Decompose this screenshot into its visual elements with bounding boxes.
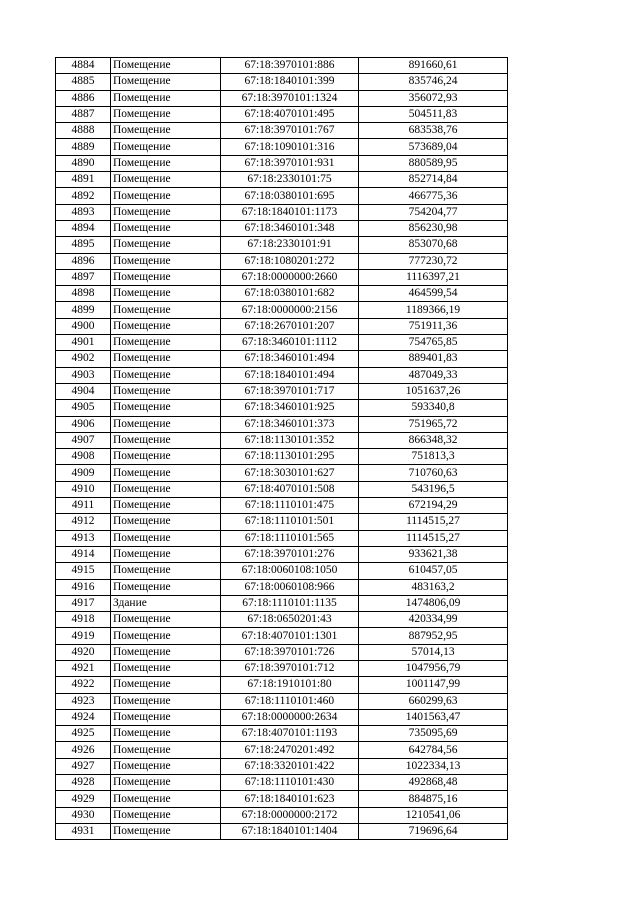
object-type-cell: Помещение xyxy=(111,269,221,285)
cadastral-value-cell: 1047956,79 xyxy=(359,660,508,676)
table-row xyxy=(56,726,508,742)
object-type-cell: Помещение xyxy=(111,628,221,644)
row-number-cell: 4908 xyxy=(56,449,111,465)
object-type-cell: Помещение xyxy=(111,237,221,253)
object-type-cell: Помещение xyxy=(111,253,221,269)
cadastral-value-cell: 1001147,99 xyxy=(359,677,508,693)
table-row xyxy=(56,644,508,660)
cadastral-number-cell: 67:18:1080201:272 xyxy=(221,253,359,269)
row-number-cell: 4886 xyxy=(56,90,111,106)
cadastral-number-cell: 67:18:1110101:475 xyxy=(221,498,359,514)
row-number-cell: 4909 xyxy=(56,465,111,481)
row-number-cell: 4921 xyxy=(56,660,111,676)
table-row xyxy=(56,367,508,383)
cadastral-number-cell: 67:18:0000000:2172 xyxy=(221,807,359,823)
table-row xyxy=(56,660,508,676)
cadastral-number-cell: 67:18:2470201:492 xyxy=(221,742,359,758)
object-type-cell: Помещение xyxy=(111,74,221,90)
cadastral-value-cell: 420334,99 xyxy=(359,612,508,628)
object-type-cell: Помещение xyxy=(111,758,221,774)
row-number-cell: 4889 xyxy=(56,139,111,155)
cadastral-value-cell: 1474806,09 xyxy=(359,595,508,611)
cadastral-value-cell: 1116397,21 xyxy=(359,269,508,285)
cadastral-number-cell: 67:18:1110101:501 xyxy=(221,514,359,530)
cadastral-value-cell: 751965,72 xyxy=(359,416,508,432)
table-row xyxy=(56,204,508,220)
row-number-cell: 4930 xyxy=(56,807,111,823)
table-row xyxy=(56,742,508,758)
cadastral-number-cell: 67:18:3970101:767 xyxy=(221,123,359,139)
cadastral-value-cell: 933621,38 xyxy=(359,546,508,562)
table-row xyxy=(56,172,508,188)
object-type-cell: Помещение xyxy=(111,791,221,807)
object-type-cell: Помещение xyxy=(111,106,221,122)
table-row xyxy=(56,612,508,628)
cadastral-number-cell: 67:18:1110101:430 xyxy=(221,775,359,791)
table-row xyxy=(56,546,508,562)
object-type-cell: Помещение xyxy=(111,481,221,497)
cadastral-number-cell: 67:18:3970101:726 xyxy=(221,644,359,660)
object-type-cell: Помещение xyxy=(111,449,221,465)
table-row xyxy=(56,432,508,448)
cadastral-number-cell: 67:18:4070101:495 xyxy=(221,106,359,122)
object-type-cell: Помещение xyxy=(111,498,221,514)
cadastral-number-cell: 67:18:1840101:1404 xyxy=(221,823,359,839)
cadastral-value-cell: 1114515,27 xyxy=(359,530,508,546)
table-row xyxy=(56,155,508,171)
object-type-cell: Помещение xyxy=(111,644,221,660)
table-row xyxy=(56,416,508,432)
cadastral-number-cell: 67:18:3460101:373 xyxy=(221,416,359,432)
row-number-cell: 4902 xyxy=(56,351,111,367)
object-type-cell: Помещение xyxy=(111,90,221,106)
table-row xyxy=(56,286,508,302)
cadastral-value-cell: 891660,61 xyxy=(359,58,508,74)
cadastral-number-cell: 67:18:1840101:1173 xyxy=(221,204,359,220)
cadastral-number-cell: 67:18:3970101:712 xyxy=(221,660,359,676)
row-number-cell: 4922 xyxy=(56,677,111,693)
cadastral-value-cell: 1114515,27 xyxy=(359,514,508,530)
object-type-cell: Помещение xyxy=(111,612,221,628)
row-number-cell: 4920 xyxy=(56,644,111,660)
object-type-cell: Помещение xyxy=(111,351,221,367)
row-number-cell: 4928 xyxy=(56,775,111,791)
row-number-cell: 4890 xyxy=(56,155,111,171)
cadastral-value-cell: 866348,32 xyxy=(359,432,508,448)
cadastral-number-cell: 67:18:1110101:460 xyxy=(221,693,359,709)
cadastral-value-cell: 835746,24 xyxy=(359,74,508,90)
object-type-cell: Помещение xyxy=(111,579,221,595)
object-type-cell: Помещение xyxy=(111,465,221,481)
row-number-cell: 4926 xyxy=(56,742,111,758)
row-number-cell: 4887 xyxy=(56,106,111,122)
object-type-cell: Помещение xyxy=(111,660,221,676)
cadastral-value-cell: 751911,36 xyxy=(359,318,508,334)
cadastral-value-cell: 543196,5 xyxy=(359,481,508,497)
object-type-cell: Помещение xyxy=(111,367,221,383)
cadastral-value-cell: 880589,95 xyxy=(359,155,508,171)
object-type-cell: Помещение xyxy=(111,188,221,204)
cadastral-value-cell: 610457,05 xyxy=(359,563,508,579)
row-number-cell: 4896 xyxy=(56,253,111,269)
cadastral-number-cell: 67:18:0650201:43 xyxy=(221,612,359,628)
table-row xyxy=(56,400,508,416)
cadastral-value-cell: 887952,95 xyxy=(359,628,508,644)
cadastral-number-cell: 67:18:1110101:565 xyxy=(221,530,359,546)
cadastral-number-cell: 67:18:3970101:276 xyxy=(221,546,359,562)
table-row xyxy=(56,807,508,823)
table-row xyxy=(56,693,508,709)
row-number-cell: 4917 xyxy=(56,595,111,611)
object-type-cell: Помещение xyxy=(111,726,221,742)
row-number-cell: 4884 xyxy=(56,58,111,74)
table-row xyxy=(56,139,508,155)
table-row xyxy=(56,188,508,204)
row-number-cell: 4923 xyxy=(56,693,111,709)
cadastral-value-cell: 660299,63 xyxy=(359,693,508,709)
table-row xyxy=(56,123,508,139)
object-type-cell: Помещение xyxy=(111,709,221,725)
object-type-cell: Помещение xyxy=(111,546,221,562)
cadastral-value-cell: 356072,93 xyxy=(359,90,508,106)
cadastral-number-cell: 67:18:0380101:682 xyxy=(221,286,359,302)
object-type-cell: Помещение xyxy=(111,286,221,302)
object-type-cell: Помещение xyxy=(111,677,221,693)
cadastral-number-cell: 67:18:3030101:627 xyxy=(221,465,359,481)
object-type-cell: Помещение xyxy=(111,530,221,546)
row-number-cell: 4915 xyxy=(56,563,111,579)
table-row xyxy=(56,106,508,122)
row-number-cell: 4927 xyxy=(56,758,111,774)
cadastral-value-cell: 852714,84 xyxy=(359,172,508,188)
cadastral-number-cell: 67:18:0000000:2634 xyxy=(221,709,359,725)
row-number-cell: 4906 xyxy=(56,416,111,432)
cadastral-number-cell: 67:18:1130101:295 xyxy=(221,449,359,465)
object-type-cell: Помещение xyxy=(111,139,221,155)
object-type-cell: Помещение xyxy=(111,172,221,188)
cadastral-value-cell: 492868,48 xyxy=(359,775,508,791)
row-number-cell: 4898 xyxy=(56,286,111,302)
table-row xyxy=(56,74,508,90)
cadastral-number-cell: 67:18:2330101:91 xyxy=(221,237,359,253)
cadastral-number-cell: 67:18:3460101:494 xyxy=(221,351,359,367)
row-number-cell: 4901 xyxy=(56,335,111,351)
cadastral-number-cell: 67:18:4070101:508 xyxy=(221,481,359,497)
row-number-cell: 4925 xyxy=(56,726,111,742)
object-type-cell: Помещение xyxy=(111,204,221,220)
cadastral-value-cell: 1189366,19 xyxy=(359,302,508,318)
row-number-cell: 4931 xyxy=(56,823,111,839)
row-number-cell: 4893 xyxy=(56,204,111,220)
cadastral-number-cell: 67:18:4070101:1193 xyxy=(221,726,359,742)
cadastral-value-cell: 853070,68 xyxy=(359,237,508,253)
row-number-cell: 4910 xyxy=(56,481,111,497)
cadastral-value-cell: 710760,63 xyxy=(359,465,508,481)
object-type-cell: Помещение xyxy=(111,302,221,318)
table-row xyxy=(56,449,508,465)
row-number-cell: 4888 xyxy=(56,123,111,139)
row-number-cell: 4895 xyxy=(56,237,111,253)
cadastral-number-cell: 67:18:0380101:695 xyxy=(221,188,359,204)
cadastral-value-cell: 884875,16 xyxy=(359,791,508,807)
cadastral-value-cell: 57014,13 xyxy=(359,644,508,660)
table-row xyxy=(56,579,508,595)
cadastral-number-cell: 67:18:2670101:207 xyxy=(221,318,359,334)
object-type-cell: Помещение xyxy=(111,742,221,758)
table-row xyxy=(56,775,508,791)
cadastral-value-cell: 889401,83 xyxy=(359,351,508,367)
table-row xyxy=(56,481,508,497)
row-number-cell: 4907 xyxy=(56,432,111,448)
cadastral-value-cell: 464599,54 xyxy=(359,286,508,302)
cadastral-number-cell: 67:18:0060108:1050 xyxy=(221,563,359,579)
object-type-cell: Помещение xyxy=(111,693,221,709)
row-number-cell: 4904 xyxy=(56,383,111,399)
object-type-cell: Помещение xyxy=(111,123,221,139)
cadastral-value-cell: 683538,76 xyxy=(359,123,508,139)
cadastral-value-cell: 504511,83 xyxy=(359,106,508,122)
cadastral-value-cell: 754204,77 xyxy=(359,204,508,220)
row-number-cell: 4897 xyxy=(56,269,111,285)
row-number-cell: 4892 xyxy=(56,188,111,204)
cadastral-number-cell: 67:18:1840101:623 xyxy=(221,791,359,807)
row-number-cell: 4885 xyxy=(56,74,111,90)
cadastral-number-cell: 67:18:3460101:925 xyxy=(221,400,359,416)
cadastral-number-cell: 67:18:3970101:717 xyxy=(221,383,359,399)
object-type-cell: Помещение xyxy=(111,775,221,791)
row-number-cell: 4891 xyxy=(56,172,111,188)
table-row xyxy=(56,758,508,774)
object-type-cell: Помещение xyxy=(111,220,221,236)
cadastral-value-cell: 593340,8 xyxy=(359,400,508,416)
cadastral-number-cell: 67:18:3320101:422 xyxy=(221,758,359,774)
object-type-cell: Помещение xyxy=(111,155,221,171)
row-number-cell: 4924 xyxy=(56,709,111,725)
cadastral-value-cell: 487049,33 xyxy=(359,367,508,383)
object-type-cell: Помещение xyxy=(111,416,221,432)
row-number-cell: 4911 xyxy=(56,498,111,514)
table-row xyxy=(56,823,508,839)
cadastral-value-cell: 719696,64 xyxy=(359,823,508,839)
table-row xyxy=(56,253,508,269)
cadastral-value-cell: 642784,56 xyxy=(359,742,508,758)
table-row xyxy=(56,530,508,546)
table-row xyxy=(56,498,508,514)
table-row xyxy=(56,677,508,693)
row-number-cell: 4894 xyxy=(56,220,111,236)
table-row xyxy=(56,628,508,644)
cadastral-value-cell: 1210541,06 xyxy=(359,807,508,823)
cadastral-number-cell: 67:18:3460101:348 xyxy=(221,220,359,236)
row-number-cell: 4899 xyxy=(56,302,111,318)
table-row xyxy=(56,302,508,318)
table-row xyxy=(56,318,508,334)
cadastral-number-cell: 67:18:3460101:1112 xyxy=(221,335,359,351)
cadastral-value-cell: 1051637,26 xyxy=(359,383,508,399)
table-row xyxy=(56,595,508,611)
object-type-cell: Помещение xyxy=(111,432,221,448)
row-number-cell: 4918 xyxy=(56,612,111,628)
cadastral-number-cell: 67:18:1840101:494 xyxy=(221,367,359,383)
table-body xyxy=(56,58,508,840)
table-row xyxy=(56,791,508,807)
object-type-cell: Помещение xyxy=(111,58,221,74)
cadastral-number-cell: 67:18:0000000:2156 xyxy=(221,302,359,318)
cadastral-value-cell: 672194,29 xyxy=(359,498,508,514)
table-row xyxy=(56,514,508,530)
table-row xyxy=(56,383,508,399)
row-number-cell: 4905 xyxy=(56,400,111,416)
table-row xyxy=(56,465,508,481)
cadastral-value-cell: 751813,3 xyxy=(359,449,508,465)
row-number-cell: 4913 xyxy=(56,530,111,546)
table-row xyxy=(56,58,508,74)
table-row xyxy=(56,563,508,579)
cadastral-value-cell: 466775,36 xyxy=(359,188,508,204)
table-row xyxy=(56,335,508,351)
cadastral-value-cell: 735095,69 xyxy=(359,726,508,742)
object-type-cell: Помещение xyxy=(111,563,221,579)
cadastral-number-cell: 67:18:3970101:931 xyxy=(221,155,359,171)
object-type-cell: Помещение xyxy=(111,335,221,351)
object-type-cell: Помещение xyxy=(111,318,221,334)
table-row xyxy=(56,269,508,285)
table-row xyxy=(56,709,508,725)
cadastral-value-cell: 754765,85 xyxy=(359,335,508,351)
cadastral-number-cell: 67:18:1840101:399 xyxy=(221,74,359,90)
row-number-cell: 4929 xyxy=(56,791,111,807)
object-type-cell: Помещение xyxy=(111,400,221,416)
row-number-cell: 4916 xyxy=(56,579,111,595)
cadastral-number-cell: 67:18:0000000:2660 xyxy=(221,269,359,285)
row-number-cell: 4912 xyxy=(56,514,111,530)
object-type-cell: Помещение xyxy=(111,807,221,823)
cadastral-number-cell: 67:18:4070101:1301 xyxy=(221,628,359,644)
cadastral-number-cell: 67:18:2330101:75 xyxy=(221,172,359,188)
table-row xyxy=(56,90,508,106)
cadastral-number-cell: 67:18:1090101:316 xyxy=(221,139,359,155)
row-number-cell: 4914 xyxy=(56,546,111,562)
object-type-cell: Помещение xyxy=(111,823,221,839)
cadastral-value-cell: 856230,98 xyxy=(359,220,508,236)
object-type-cell: Здание xyxy=(111,595,221,611)
table-row xyxy=(56,351,508,367)
cadastral-number-cell: 67:18:0060108:966 xyxy=(221,579,359,595)
cadastral-value-table xyxy=(55,57,508,840)
cadastral-value-cell: 573689,04 xyxy=(359,139,508,155)
row-number-cell: 4919 xyxy=(56,628,111,644)
cadastral-number-cell: 67:18:1110101:1135 xyxy=(221,595,359,611)
cadastral-value-cell: 777230,72 xyxy=(359,253,508,269)
table-row xyxy=(56,220,508,236)
cadastral-number-cell: 67:18:1910101:80 xyxy=(221,677,359,693)
cadastral-number-cell: 67:18:1130101:352 xyxy=(221,432,359,448)
cadastral-value-cell: 1401563,47 xyxy=(359,709,508,725)
cadastral-number-cell: 67:18:3970101:1324 xyxy=(221,90,359,106)
row-number-cell: 4903 xyxy=(56,367,111,383)
object-type-cell: Помещение xyxy=(111,514,221,530)
cadastral-value-cell: 1022334,13 xyxy=(359,758,508,774)
table-row xyxy=(56,237,508,253)
cadastral-number-cell: 67:18:3970101:886 xyxy=(221,58,359,74)
row-number-cell: 4900 xyxy=(56,318,111,334)
cadastral-value-cell: 483163,2 xyxy=(359,579,508,595)
object-type-cell: Помещение xyxy=(111,383,221,399)
